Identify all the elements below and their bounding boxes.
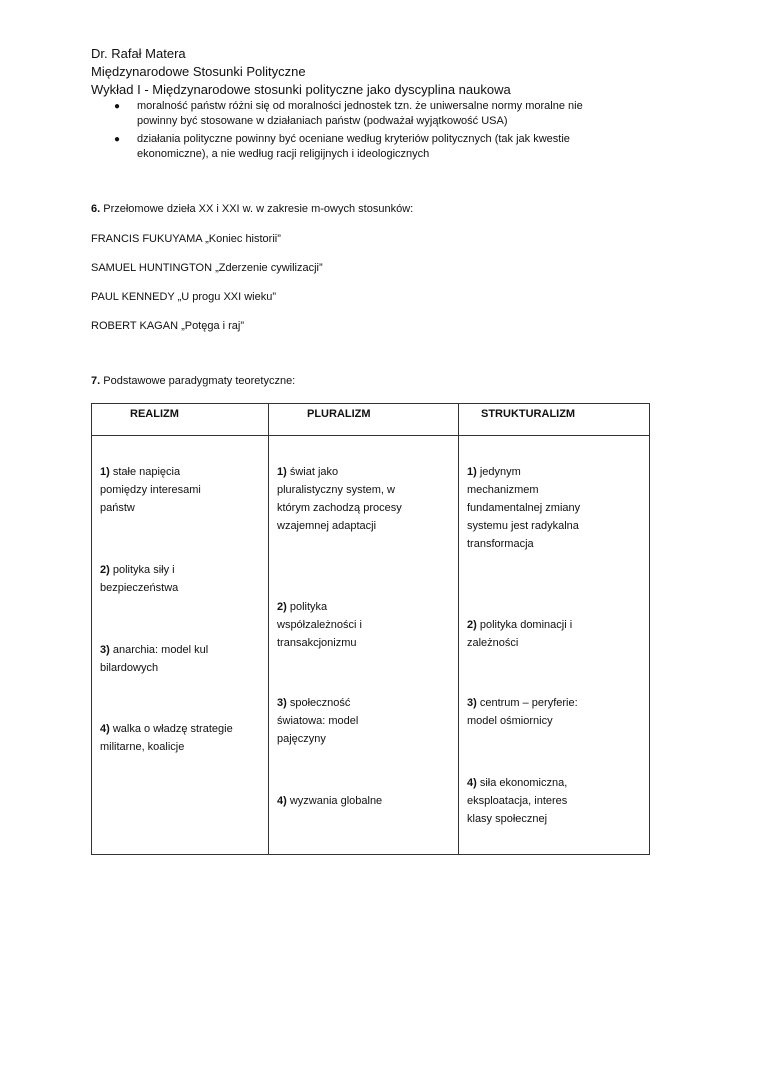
structuralism-item-3: 3) centrum – peryferie: model ośmiornicy xyxy=(467,697,578,727)
table-header-row xyxy=(92,404,650,436)
realism-item-2: 2) polityka siły i bezpieczeństwa xyxy=(100,564,179,594)
section-6-title: Przełomowe dzieła XX i XXI w. w zakresie m-owych stosunków: xyxy=(103,203,414,215)
bullet-item xyxy=(110,99,616,129)
work-item: PAUL KENNEDY „U progu XXI wieku” xyxy=(91,291,277,303)
pluralism-item-3: 3) społeczność światowa: model pajęczyny xyxy=(277,697,359,745)
structuralism-cell xyxy=(459,436,650,855)
course-line: Międzynarodowe Stosunki Polityczne xyxy=(91,64,306,79)
author-line: Dr. Rafał Matera xyxy=(91,46,186,61)
column-header-pluralism: PLURALIZM xyxy=(269,404,459,436)
pluralism-item-4: 4) wyzwania globalne xyxy=(277,795,383,807)
section-6-heading xyxy=(91,202,413,217)
lecture-line: Wykład I - Międzynarodowe stosunki polityczne jako dyscyplina naukowa xyxy=(91,82,511,97)
section-7-title: Podstawowe paradygmaty teoretyczne: xyxy=(103,375,296,387)
bullet-item xyxy=(110,132,616,162)
structuralism-item-4: 4) siła ekonomiczna, eksploatacja, interes klasy społecznej xyxy=(467,777,568,825)
work-item: ROBERT KAGAN „Potęga i raj” xyxy=(91,320,245,332)
work-item: SAMUEL HUNTINGTON „Zderzenie cywilizacji” xyxy=(91,262,323,274)
bullet-list xyxy=(110,99,616,165)
realism-cell xyxy=(92,436,269,855)
realism-item-1: 1) stałe napięcia pomiędzy interesami państw xyxy=(100,466,201,514)
document-header xyxy=(91,45,511,99)
column-header-structuralism: STRUKTURALIZM xyxy=(459,404,650,436)
pluralism-item-1: 1) świat jako pluralistyczny system, w którym zachodzą procesy wzajemnej adaptacji xyxy=(277,466,402,532)
work-item: FRANCIS FUKUYAMA „Koniec historii” xyxy=(91,233,281,245)
pluralism-cell xyxy=(269,436,459,855)
section-7-heading xyxy=(91,374,295,389)
realism-item-4: 4) walka o władzę strategie militarne, koalicje xyxy=(100,723,233,753)
structuralism-item-2: 2) polityka dominacji i zależności xyxy=(467,619,573,649)
table-row xyxy=(92,436,650,855)
bullet-icon: ● xyxy=(114,134,121,145)
structuralism-item-1: 1) jedynym mechanizmem fundamentalnej zmiany systemu jest radykalna transformacja xyxy=(467,466,581,550)
column-header-realism: REALIZM xyxy=(92,404,269,436)
paradigms-table xyxy=(91,403,650,855)
section-6-number: 6. xyxy=(91,203,101,215)
bullet-text: działania polityczne powinny być oceniane według kryteriów politycznych (tak jak kwestie ekonomiczne), a nie według racji religijnych i ideologicznych xyxy=(137,133,570,160)
realism-item-3: 3) anarchia: model kul bilardowych xyxy=(100,644,209,674)
bullet-icon: ● xyxy=(114,101,121,112)
section-7-number: 7. xyxy=(91,375,101,387)
bullet-text: moralność państw różni się od moralności jednostek tzn. że uniwersalne normy moralne nie powinny być stosowane w działaniach państw (podważał wyjątkowość USA) xyxy=(137,100,583,127)
pluralism-item-2: 2) polityka współzależności i transakcjonizmu xyxy=(277,601,362,649)
